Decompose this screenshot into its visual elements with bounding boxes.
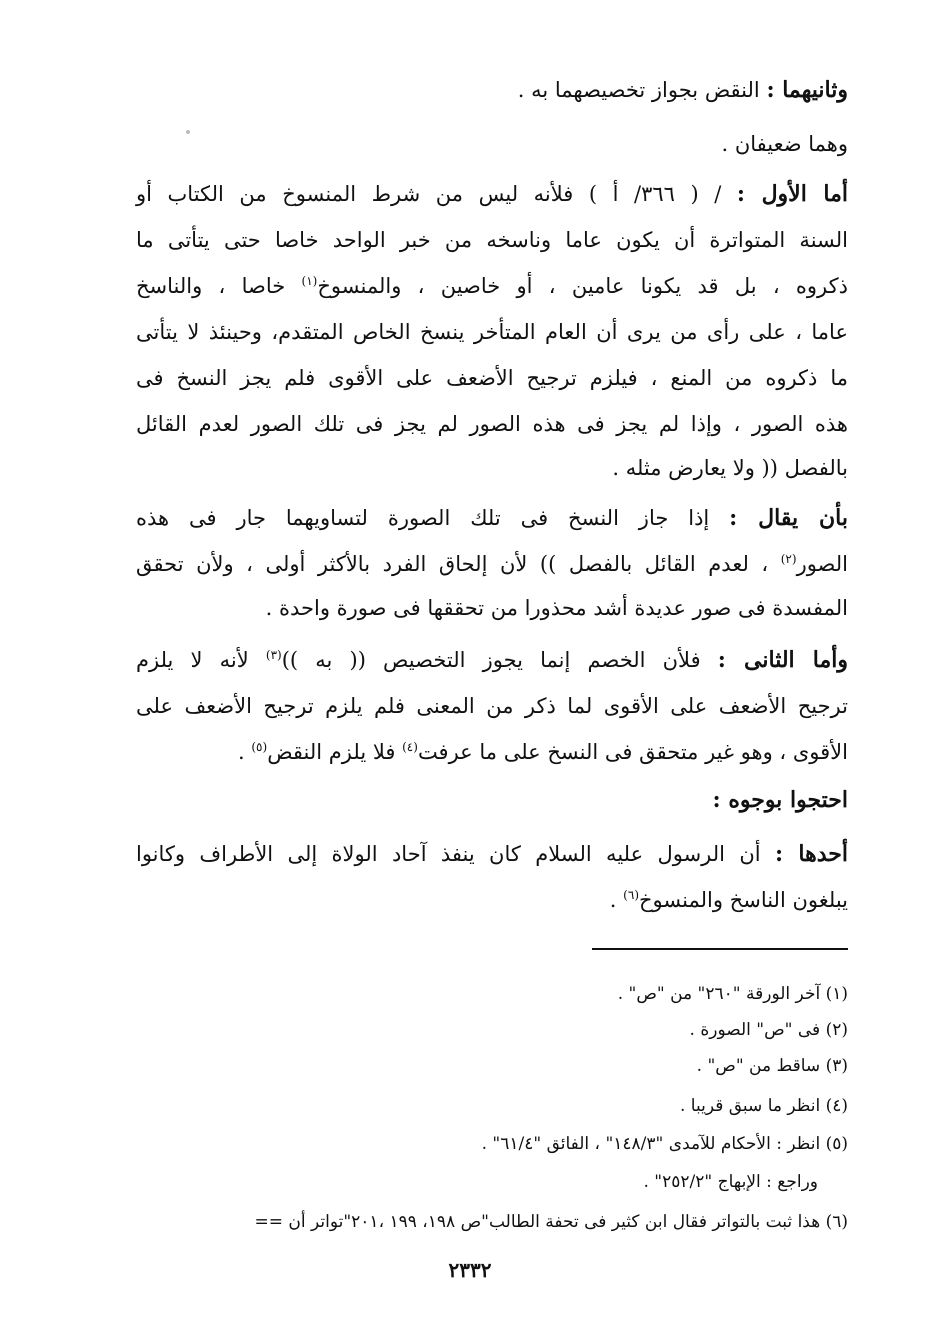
text-line xyxy=(136,314,848,350)
paragraph-lead: وأما الثانى : xyxy=(717,647,849,673)
footnote-ref: (٦) xyxy=(623,888,639,902)
text-run: الأقوى ، وهو غير متحقق فى النسخ على ما عرفت xyxy=(417,740,848,764)
text-line xyxy=(136,268,848,304)
text-run: لأنه لا يلزم xyxy=(136,648,249,672)
text-line xyxy=(136,222,848,258)
text-line xyxy=(136,72,848,108)
text-run: . xyxy=(609,888,617,912)
text-run: عاما ، على رأى من يرى أن العام المتأخر ينسخ الخاص المتقدم، وحينئذ لا يتأتى xyxy=(136,320,848,344)
text-line xyxy=(136,642,848,678)
footnote-ref: (٥) xyxy=(251,740,268,754)
text-run: أن الرسول عليه السلام كان ينفذ آحاد الولاة إلى الأطراف وكانوا xyxy=(136,842,761,866)
text-line xyxy=(136,836,848,872)
paragraph-lead: بأن يقال : xyxy=(729,505,848,531)
text-line xyxy=(136,734,848,770)
text-run: وهما ضعيفان . xyxy=(721,132,848,156)
text-run: ، لعدم القائل بالفصل )) لأن إلحاق الفرد بالأكثر أولى ، ولأن تحقق xyxy=(136,552,769,576)
text-line xyxy=(136,176,848,212)
footnote: (٥) انظر : الأحكام للآمدى "١٤٨/٣" ، الفائق "٦١/٤" . xyxy=(481,1134,848,1154)
text-run: الصور xyxy=(796,552,848,576)
text-run: السنة المتواترة أن يكون عاما وناسخه من خبر الواحد خاصا حتى يتأتى ما xyxy=(136,228,848,252)
footnote-ref: (٣) xyxy=(265,648,282,662)
footnote: (١) آخر الورقة "٢٦٠" من "ص" . xyxy=(617,984,848,1004)
text-line xyxy=(136,500,848,536)
text-run: ما ذكروه من المنع ، فيلزم ترجيح الأضعف على الأقوى فلم يجز النسخ فى xyxy=(136,366,848,390)
text-run: المفسدة فى صور عديدة أشد محذورا من تحققها فى صورة واحدة . xyxy=(265,596,848,620)
text-run: هذه الصور ، وإذا لم يجز فى هذه الصور لم يجز فى تلك الصور لعدم القائل xyxy=(136,412,848,436)
text-line xyxy=(136,360,848,396)
text-run: يبلغون الناسخ والمنسوخ xyxy=(639,888,848,912)
text-run: . xyxy=(237,740,245,764)
footnote-ref: (٢) xyxy=(780,552,797,566)
text-run: خاصا ، والناسخ xyxy=(136,274,286,298)
footnote: (٢) فى "ص" الصورة . xyxy=(689,1020,848,1040)
text-line xyxy=(136,782,848,818)
text-run: فلأن الخصم إنما يجوز التخصيص (( به )) xyxy=(281,648,701,672)
footnote-ref: (٤) xyxy=(402,740,418,754)
text-line xyxy=(136,450,848,486)
footnote: (٤) انظر ما سبق قريبا . xyxy=(679,1096,848,1116)
text-line xyxy=(136,546,848,582)
page-number: ٢٣٣٢ xyxy=(448,1258,492,1282)
footnote: (٣) ساقط من "ص" . xyxy=(696,1056,848,1076)
text-run: فلا يلزم النقض xyxy=(267,740,396,764)
text-run: ذكروه ، بل قد يكونا عامين ، أو خاصين ، والمنسوخ xyxy=(317,274,848,298)
footnote-separator xyxy=(592,948,848,950)
text-line xyxy=(136,126,848,162)
footnote: (٦) هذا ثبت بالتواتر فقال ابن كثير فى تحفة الطالب"ص ١٩٨، ١٩٩ ،٢٠١"تواتر أن == xyxy=(254,1212,848,1232)
text-line xyxy=(136,688,848,724)
text-run: ترجيح الأضعف على الأقوى لما ذكر من المعنى فلم يلزم ترجيح الأضعف على xyxy=(136,694,848,718)
footnote-continuation: وراجع : الإبهاج "٢٥٢/٢" . xyxy=(643,1172,818,1192)
section-heading: احتجوا بوجوه : xyxy=(712,787,848,813)
text-line xyxy=(136,406,848,442)
paragraph-lead: أما الأول : xyxy=(736,181,848,207)
text-run: إذا جاز النسخ فى تلك الصورة لتساويهما جار فى هذه xyxy=(136,506,710,530)
text-run: النقض بجواز تخصيصهما به . xyxy=(517,78,760,102)
text-line xyxy=(136,590,848,626)
text-line xyxy=(136,882,848,918)
text-run: بالفصل (( ولا يعارض مثله . xyxy=(612,456,848,480)
footnote-ref: (١) xyxy=(301,274,318,288)
text-run: / ( ٣٦٦/ أ ) فلأنه ليس من شرط المنسوخ من الكتاب أو xyxy=(136,182,722,206)
paragraph-lead: أحدها : xyxy=(774,841,848,867)
paragraph-lead: وثانيهما : xyxy=(766,77,848,103)
scan-speck xyxy=(186,130,190,134)
